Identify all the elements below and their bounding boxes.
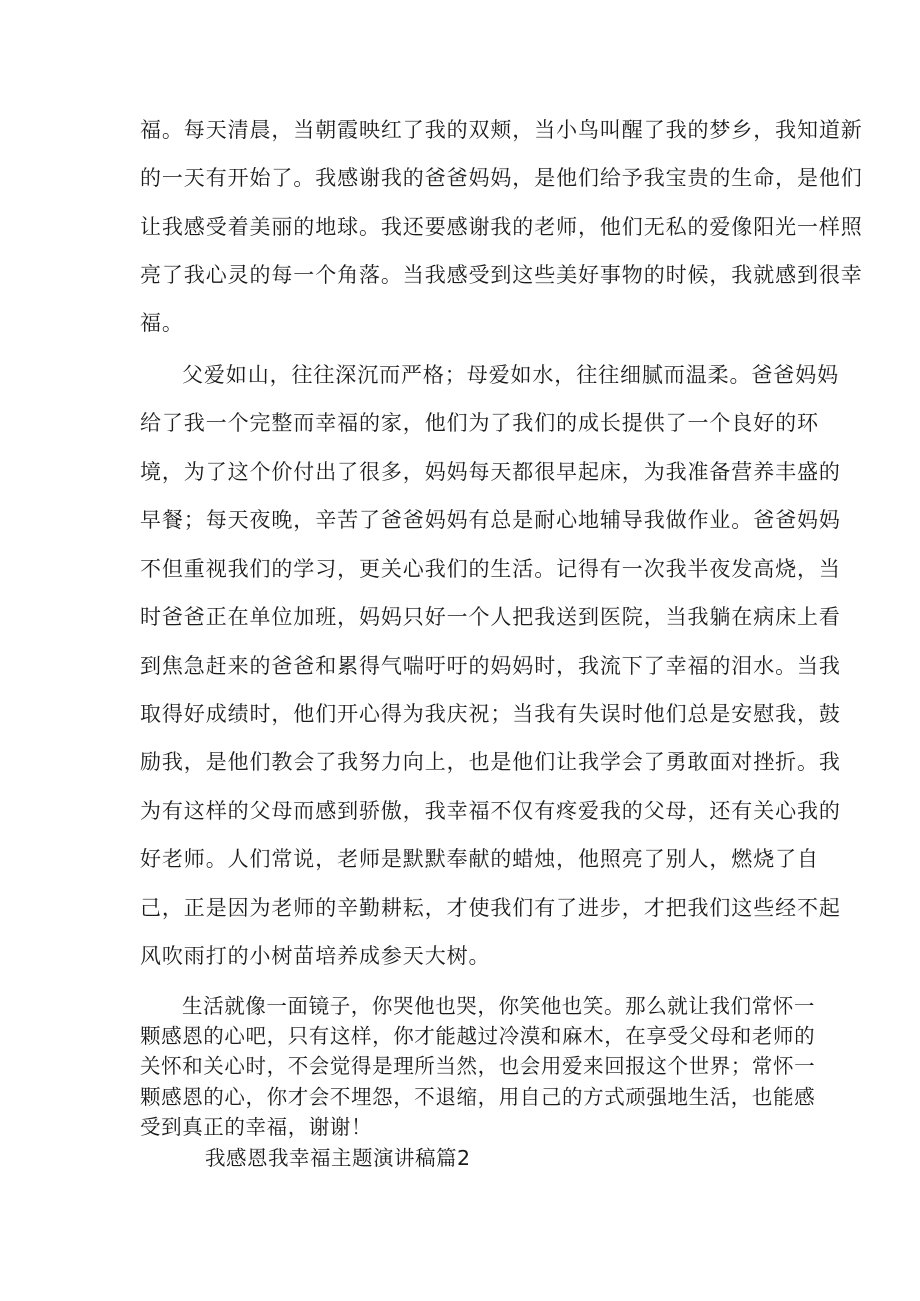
- paragraph-line: 受到真正的幸福，谢谢！: [140, 1115, 373, 1139]
- paragraph-line: 福。: [140, 311, 184, 335]
- paragraph-line: 福。每天清晨，当朝霞映红了我的双颊，当小鸟叫醒了我的梦乡，我知道新: [140, 118, 863, 142]
- paragraph-line: 取得好成绩时，他们开心得为我庆祝；当我有失误时他们总是安慰我，鼓: [140, 702, 841, 726]
- paragraph-line: 给了我一个完整而幸福的家，他们为了我们的成长提供了一个良好的环: [140, 411, 819, 435]
- paragraph-line: 让我感受着美丽的地球。我还要感谢我的老师，他们无私的爱像阳光一样照: [140, 215, 863, 239]
- paragraph-line: 关怀和关心时，不会觉得是理所当然，也会用爱来回报这个世界；常怀一: [140, 1054, 816, 1078]
- paragraph-line: 父爱如山，往往深沉而严格；母爱如水，往往细腻而温柔。爸爸妈妈: [182, 363, 839, 387]
- paragraph-line: 好老师。人们常说，老师是默默奉献的蜡烛，他照亮了别人，燃烧了自: [140, 847, 819, 871]
- paragraph-line: 生活就像一面镜子，你哭他也哭，你笑他也笑。那么就让我们常怀一: [182, 994, 815, 1018]
- paragraph-line: 不但重视我们的学习，更关心我们的生活。记得有一次我半夜发高烧，当: [140, 557, 841, 581]
- paragraph-line: 时爸爸正在单位加班，妈妈只好一个人把我送到医院，当我躺在病床上看: [140, 605, 841, 629]
- paragraph-line: 颗感恩的心吧，只有这样，你才能越过冷漠和麻木，在享受父母和老师的: [140, 1024, 816, 1048]
- paragraph-line: 亮了我心灵的每一个角落。当我感受到这些美好事物的时候，我就感到很幸: [140, 263, 863, 287]
- paragraph-line: 为有这样的父母而感到骄傲，我幸福不仅有疼爱我的父母，还有关心我的: [140, 799, 841, 823]
- paragraph-line: 风吹雨打的小树苗培养成参天大树。: [140, 944, 491, 968]
- section-heading: 我感恩我幸福主题演讲稿篇2: [205, 1146, 471, 1170]
- paragraph-line: 到焦急赶来的爸爸和累得气喘吁吁的妈妈时，我流下了幸福的泪水。当我: [140, 654, 841, 678]
- paragraph-line: 己，正是因为老师的辛勤耕耘，才使我们有了进步，才把我们这些经不起: [140, 896, 841, 920]
- paragraph-line: 境，为了这个价付出了很多，妈妈每天都很早起床，为我准备营养丰盛的: [140, 460, 841, 484]
- paragraph-line: 颗感恩的心，你才会不埋怨，不退缩，用自己的方式顽强地生活，也能感: [140, 1085, 816, 1109]
- paragraph-line: 的一天有开始了。我感谢我的爸爸妈妈，是他们给予我宝贵的生命，是他们: [140, 166, 863, 190]
- paragraph-line: 早餐；每天夜晚，辛苦了爸爸妈妈有总是耐心地辅导我做作业。爸爸妈妈: [140, 508, 841, 532]
- paragraph-line: 励我，是他们教会了我努力向上，也是他们让我学会了勇敢面对挫折。我: [140, 750, 841, 774]
